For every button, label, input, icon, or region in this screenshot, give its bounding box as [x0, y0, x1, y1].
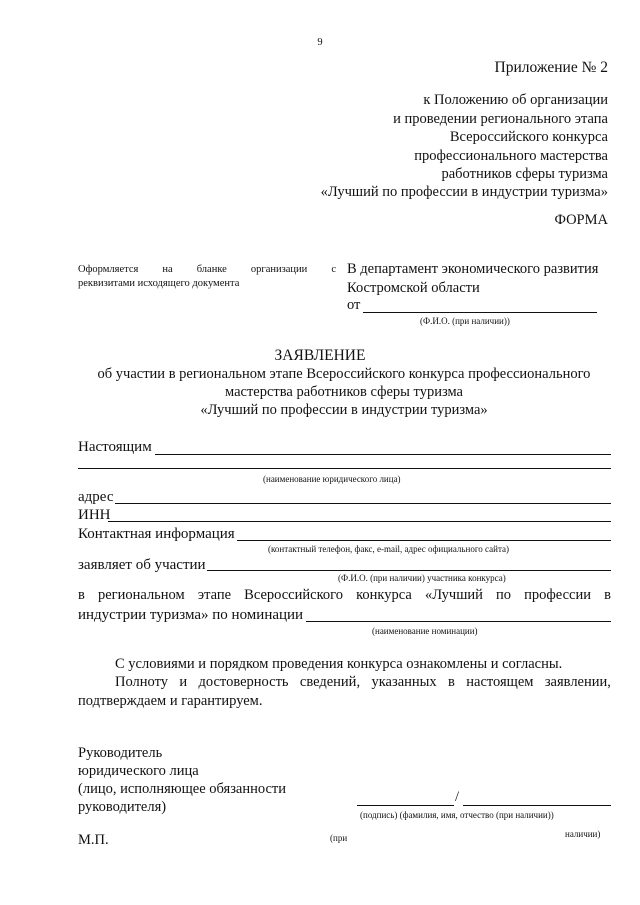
header-line-2: и проведении регионального этапа [393, 111, 608, 127]
signature-hint-cont-right: наличии) [565, 829, 601, 839]
stage-word: конкурса [356, 587, 412, 603]
agreement-word: указанных [371, 674, 437, 690]
agreement-word: достоверность [198, 674, 289, 690]
agreement-word: и [179, 674, 188, 690]
agreement-word: настоящем [466, 674, 534, 690]
contact-hint: (контактный телефон, факс, e-mail, адрес официального сайта) [268, 544, 509, 554]
agreement-line-2 [115, 674, 611, 691]
role-line-3: (лицо, исполняющее обязанности [78, 781, 287, 797]
stamp-label: М.П. [78, 832, 109, 848]
header-line-1: к Положению об организации [423, 92, 608, 108]
address-field-line[interactable] [115, 503, 611, 504]
contact-label: Контактная информация [78, 526, 235, 542]
header-line-4: профессионального мастерства [414, 148, 608, 164]
blank-note-word: бланке [196, 264, 227, 275]
statement-subtitle-2: мастерства работников сферы туризма [225, 384, 463, 400]
stage-word: «Лучший [424, 587, 483, 603]
blank-note-word: с [331, 264, 336, 275]
from-label: от [347, 297, 361, 313]
blank-note-line-2: реквизитами исходящего документа [78, 278, 240, 289]
stage-word: в [78, 587, 85, 603]
inn-field-line[interactable] [108, 521, 611, 522]
legal-entity-hint: (наименование юридического лица) [263, 474, 401, 484]
stage-word: Всероссийского [244, 587, 343, 603]
stage-word: региональном [97, 587, 185, 603]
signature-slash: / [455, 789, 460, 805]
header-line-6: «Лучший по профессии в индустрии туризма» [320, 184, 608, 200]
signature-hint-cont-left: (при [330, 833, 348, 843]
stage-word: этапе [197, 587, 232, 603]
nomination-hint: (наименование номинации) [372, 626, 478, 636]
stage-word: по [496, 587, 512, 603]
from-hint: (Ф.И.О. (при наличии)) [420, 316, 510, 326]
header-line-3: Всероссийского конкурса [449, 129, 608, 145]
full-name-field-line[interactable] [463, 805, 611, 806]
signature-field-line[interactable] [357, 805, 454, 806]
from-field-line[interactable] [363, 312, 597, 313]
addressee-line-2: Костромской области [347, 280, 480, 296]
address-label: адрес [78, 489, 114, 505]
agreement-line-1: С условиями и порядком проведения конкурса ознакомлены и согласны. [115, 656, 563, 672]
header-line-5: работников сферы туризма [441, 166, 608, 182]
stage-line-2: индустрии туризма» по номинации [78, 607, 304, 623]
blank-note-line-1 [78, 263, 336, 276]
declares-label: заявляет об участии [78, 557, 206, 573]
role-line-2: юридического лица [78, 763, 199, 779]
statement-subtitle-3: «Лучший по профессии в индустрии туризма» [200, 402, 488, 418]
stage-line-1 [78, 587, 611, 604]
agreement-word: Полноту [115, 674, 168, 690]
blank-note-word: организации [250, 264, 308, 275]
stage-word: профессии [524, 587, 591, 603]
participant-hint: (Ф.И.О. (при наличии) участника конкурса) [338, 573, 506, 583]
nomination-field-line[interactable] [306, 621, 611, 622]
role-line-4: руководителя) [78, 799, 167, 815]
appendix-label: Приложение № 2 [494, 59, 608, 76]
legal-entity-field-line[interactable] [78, 468, 611, 469]
participant-field-line[interactable] [207, 570, 611, 571]
inn-label: ИНН [78, 507, 111, 523]
role-line-1: Руководитель [78, 745, 163, 761]
form-label: ФОРМА [554, 212, 608, 228]
stage-word: в [604, 587, 611, 603]
agreement-word: в [448, 674, 455, 690]
statement-subtitle-1: об участии в региональном этапе Всероссийского конкурса профессионального [97, 366, 591, 382]
signature-hint: (подпись) (фамилия, имя, отчество (при наличии)) [360, 810, 554, 820]
blank-note-word: на [162, 264, 173, 275]
present-label: Настоящим [78, 439, 152, 455]
blank-note-word: Оформляется [78, 264, 139, 275]
agreement-word: сведений, [299, 674, 361, 690]
contact-field-line[interactable] [237, 540, 611, 541]
agreement-word: заявлении, [544, 674, 611, 690]
addressee-line-1: В департамент экономического развития [347, 261, 599, 277]
present-field-line[interactable] [155, 454, 611, 455]
statement-heading: ЗАЯВЛЕНИЕ [274, 347, 366, 364]
page-number: 9 [317, 37, 323, 48]
agreement-line-3: подтверждаем и гарантируем. [78, 693, 263, 709]
